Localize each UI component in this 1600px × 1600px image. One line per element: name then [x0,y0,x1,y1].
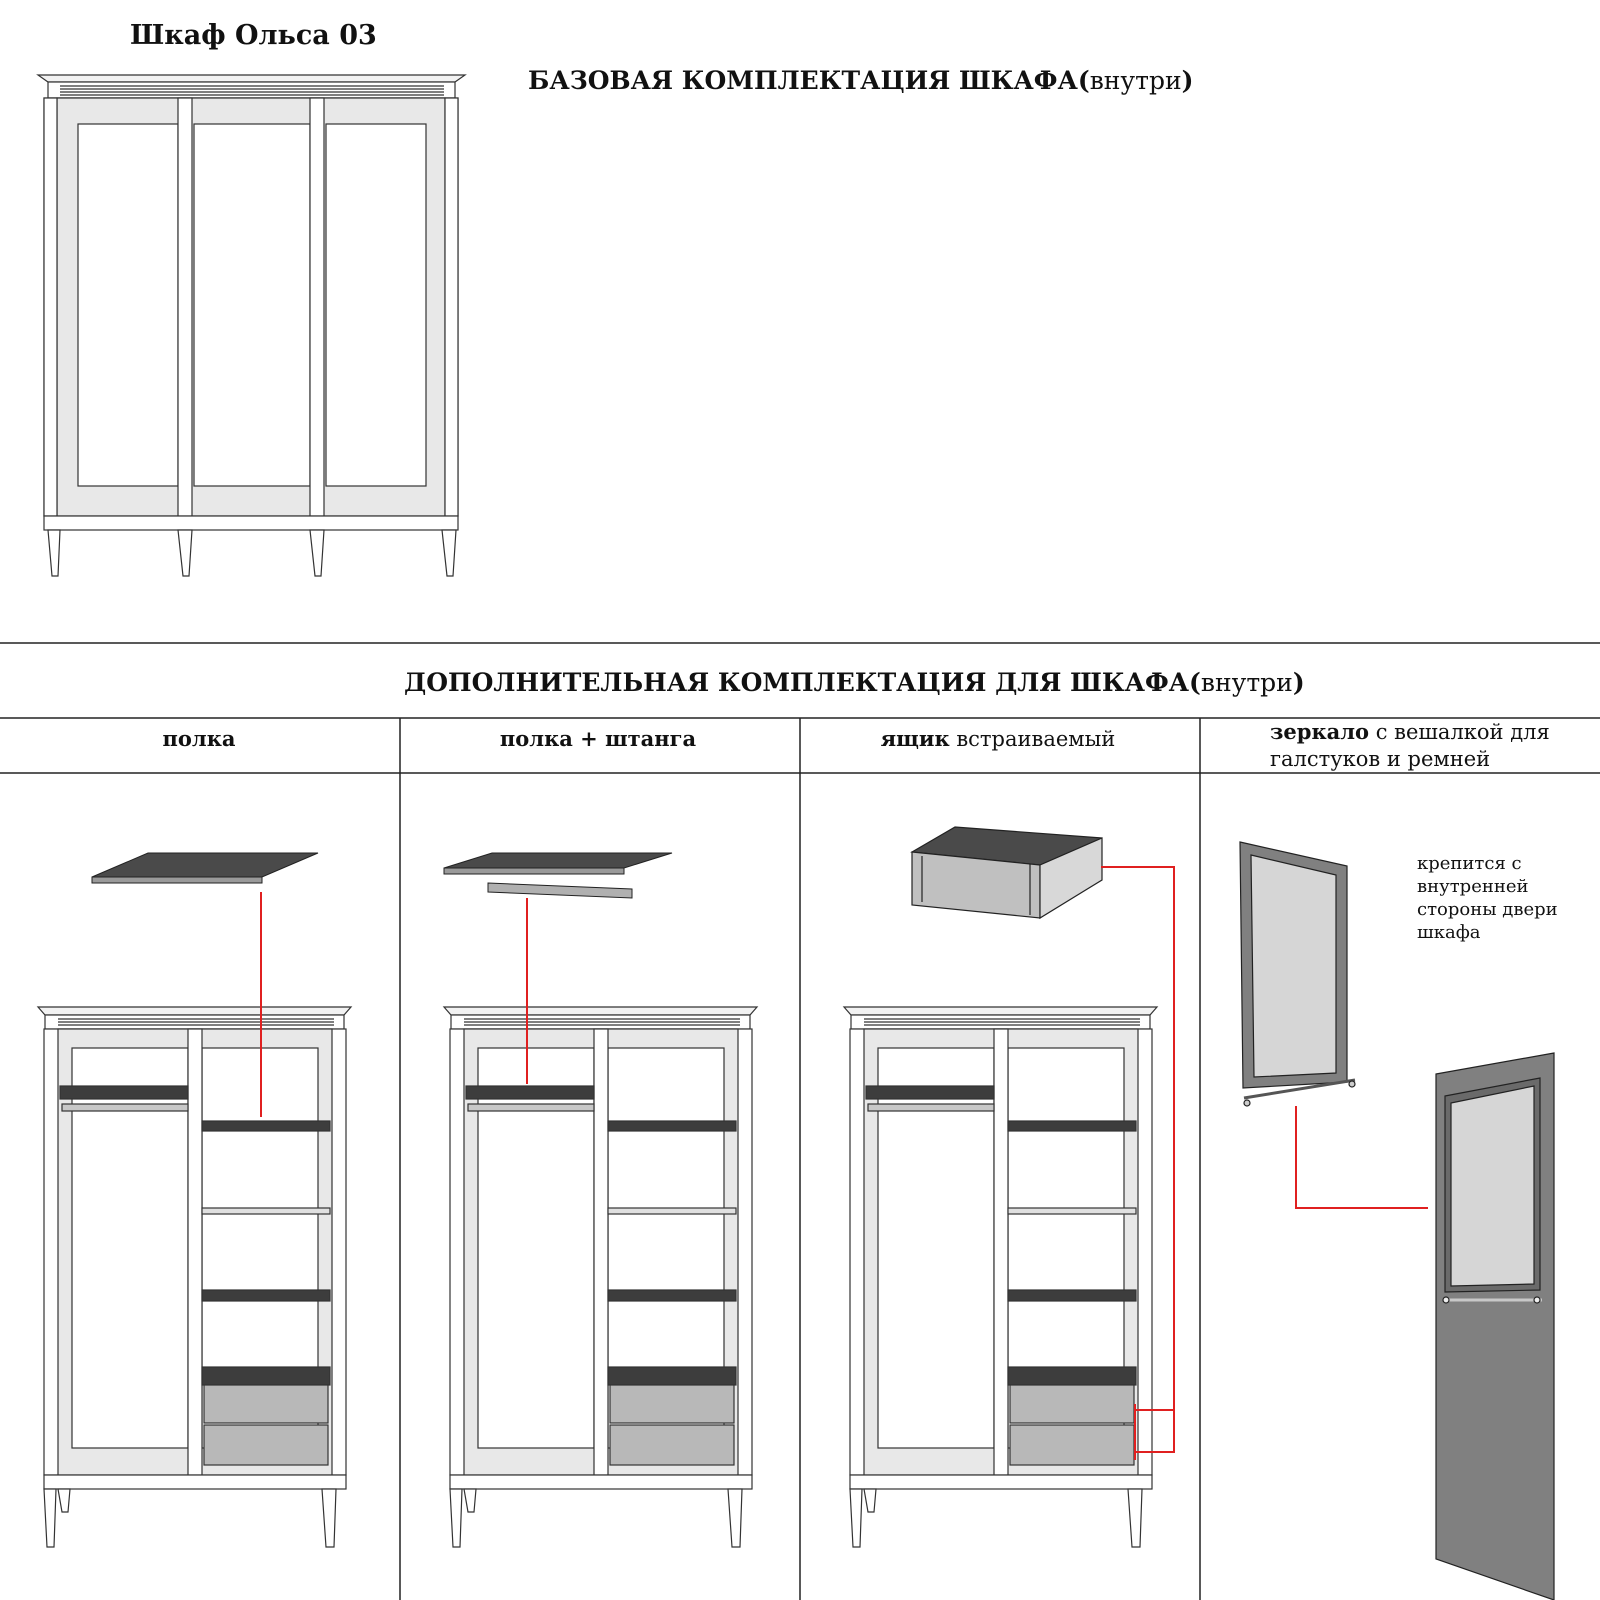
wardrobe-column-shelf [38,1007,351,1547]
column-header-mirror-line2: галстуков и ремней [1270,747,1491,771]
base-heading-bold: БАЗОВАЯ КОМПЛЕКТАЦИЯ ШКАФА( [528,66,1090,95]
base-wardrobe [38,75,465,576]
mirror-note-line: шкафа [1417,922,1481,943]
wardrobe-column-shelf-rod [444,1007,757,1547]
column-header-shelf-rod-bold: полка + штанга [499,726,697,751]
loose-mirror [1240,842,1355,1106]
wardrobe-door [1436,1053,1554,1600]
extra-heading-bold: ДОПОЛНИТЕЛЬНАЯ КОМПЛЕКТАЦИЯ ДЛЯ ШКАФА( [404,668,1201,697]
loose-shelf [92,853,318,877]
loose-shelf [444,853,672,868]
hanging-rod [488,883,632,898]
column-header-drawer-bold: ящик [880,726,950,751]
connector-line [1296,1106,1428,1208]
column-header-drawer-rest: встраиваемый [949,727,1116,751]
page-title: Шкаф Ольса 03 [130,20,377,51]
column-header-mirror-rest: с вешалкой для [1369,720,1550,744]
mirror-note-line: внутренней [1417,876,1529,897]
loose-drawer [912,827,1102,918]
column-header-mirror-bold: зеркало [1270,719,1370,744]
column-header-shelf-bold: полка [162,726,236,751]
base-heading-close: ) [1181,66,1194,95]
mirror-note-line: стороны двери [1417,899,1558,920]
wardrobe-column-drawer [844,1007,1157,1547]
extra-heading-light: внутри [1200,668,1293,697]
base-heading-light: внутри [1089,66,1182,95]
extra-heading-close: ) [1292,668,1305,697]
mirror-note-line: крепится с [1417,853,1522,874]
